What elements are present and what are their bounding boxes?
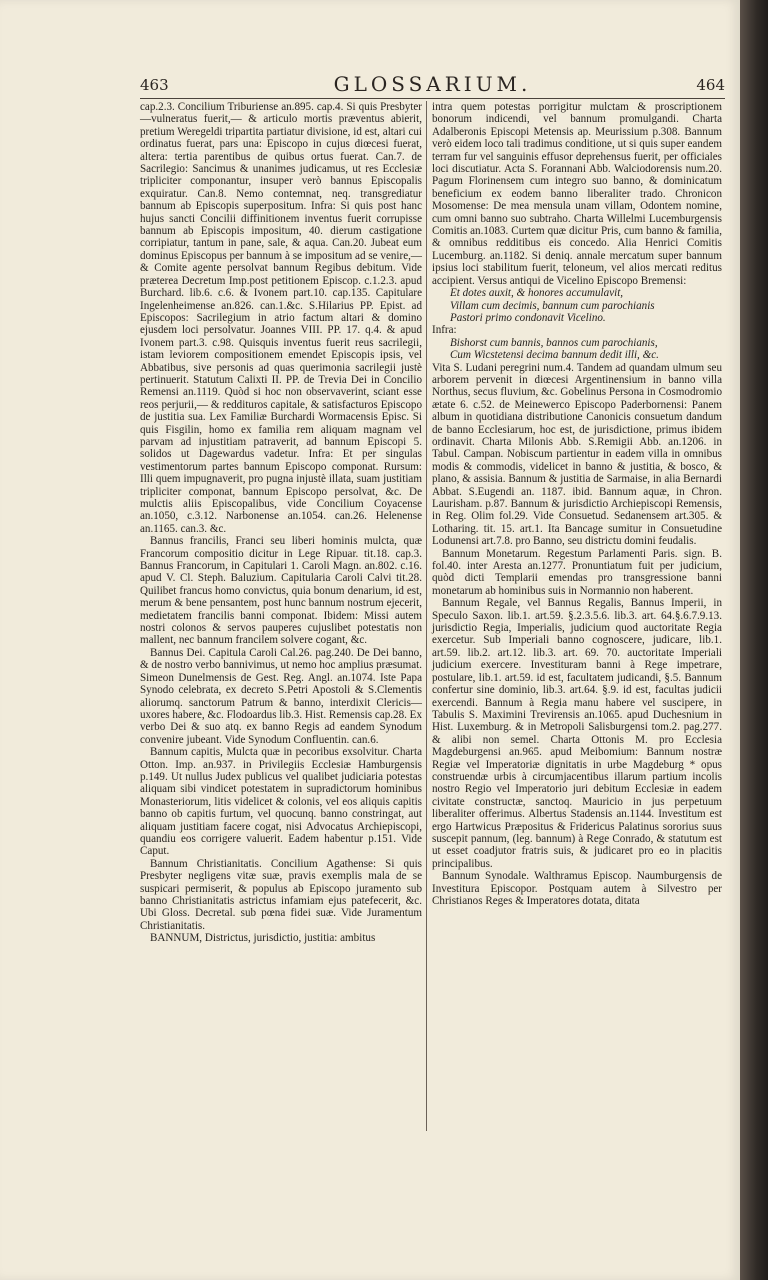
entry-bannum-monetarum: Bannum Monetarum. Regestum Parlamenti Paris. sign. B. fol.40. inter Aresta an.1277. Pronuntiatum fuit per judicium, quòd dicti Templarii emendas pro transgressione banni monetarum ab hominibus suis in Normannio non haberent. [432,547,722,597]
verse-line: Pastori primo condonavit Vicelino. [450,311,606,324]
entry-bannus-dei: Bannus Dei. Capitula Caroli Cal.26. pag.240. De Dei banno, & de nostro verbo bannivimus, ut nemo hoc amplius præsumat. Simeon Dunelmensis de Gest. Reg. Angl. an.1074. Iste Papa Synodo celebrata, ex decreto S.Petri Apostoli & S.Clementis aliorumq. sanctorum Patrum & banno, interdixit Clericis—uxores habere, &c. Flodoardus lib.3. Hist. Remensis cap.28. Ex verbo Dei & suo atq. ex banno Regis ad eandem Synodum convenire jubeant. Vide Synodum Confluentin. can.6. [140,646,422,746]
verse-line: Et dotes auxit, & honores accumulavit, [450,287,624,300]
entry-bannum-regale: Bannum Regale, vel Bannus Regalis, Bannus Imperii, in Speculo Saxon. lib.1. art.59. §.2.3.5.6. lib.3. art. 64.§.6.7.9.13. jurisdictio Regia, Imperialis, judicium quod auctoritate Regia exercetur. Sub Imperiali banno cognoscere, judicare, lib.1. art.59. lib.2. art.12. lib.3. art. 69. 70. auctoritate Imperiali judicium exercere. Investituram banni à Rege impetrare, postulare, lib.1. art.59. id est, facultatem judicandi, §.5. Bannum confertur sine dominio, lib.3. art.64. §.9. id est, facultas judicii exercendi. Bannum à Regia manu habere vel suscipere, in Tabulis S. Maximini Trevirensis an.1065. apud Duchesnium in Hist. Luxemburg. & in Metropoli Salisburgensi tom.2. pag.277. & alibi non semel. Charta Ottonis M. pro Ecclesia Magdeburgensi an.965. apud Meibomium: Bannum nostræ Regiæ vel Imperatoriæ dignitatis in urbe Magdeburg * opus construendæ urbis à circumjacentibus illarum partium incolis nostro Regio vel Imperatorio juri debitum Ecclesiæ in eadem civitate constructæ, sanctoq. Mauricio in jus perpetuum liberaliter offerimus. Albertus Stadensis an.1144. Investitum est ergo Hartwicus Præpositus & Fridericus Palatinus sororius suus suscepit pannum, (leg. bannum) à Rege Conrado, & statutum est ut esset coadjutor fratris suis, & judicaret pro eo in placitis principalibus. [432,597,722,870]
left-column [140,101,422,945]
page-number-left: 463 [140,76,169,94]
column-divider [426,101,427,1131]
paragraph: cap.2.3. Concilium Triburiense an.895. cap.4. Si quis Presbyter—vulneratus fuerit,— & articulo mortis præventus abierit, pretium Weregeldi tripartita partiatur divisione, id est, altari cui ordinatus fuerat, pars una: Episcopo in cujus diœcesi fuerat, altera: tertia parentibus de quibus ortus fuerat. Can.7. de Sacrilegio: Sancimus & unanimes judicamus, ut res Ecclesiæ tripliciter componantur, insuper verò bannus Episcopalis exquiratur. Can.8. Nemo contemnat, neq. transgrediatur bannum ab Episcopis superpositum. Infra: Si quis post hanc hujus sancti Concilii diffinitionem inventus fuerit corrupisse bannum ab Episcopis impositum, 40. dierum castigatione corripiatur, tantum in pane, sale, & aqua. Can.20. Jubeat eum dominus Episcopus per bannum à se impositum ad se venire,—& Comite agente persolvat bannum Regibus debitum. Vide præterea Decretum Imp.post petitionem Episcop. c.1.2.3. apud Burchard. lib.6. c.6. & Ivonem part.10. cap.135. Capitulare Ingelenheimense an.826. can.1.&c. S.Hilarius PP. Epist. ad Episcopos: Sacrilegium in atrio factum altari & domino ejusdem loci persolvatur. Joannes VIII. PP. 17. q.4. & apud Ivonem part.3. c.98. Quisquis inventus fuerit reus sacrilegii, istam leviorem compositionem emendet Episcopis ipsis, vel Abbatibus, sive personis ad quas querimonia sacrilegii justè pertinuerit. Statutum Calixti II. PP. de Trevia Dei in Concilio Remensi an.1119. Quòd si hoc non observaverint, sciant esse reos perjurii,— & reddituros capitale, & satisfacturos Episcopo de justitia sua. Lex Familiæ Burchardi Wormacensis Episc. Si quis Fisgilin, homo ex familia rem aliquam magnam vel parvam ad injustitiam patraverit, ad bannum Episcopi 5. solidos ut Dagewardus vadetur. Infra: Et per singulas vestimentorum partes bannum Episcopo componat. Rursum: Illi quem impugnaverit, pro pugna injustè illata, suam justitiam tripliciter componat, bannum Episcopo persolvat, &c. De mulctis aliis Episcopalibus, vide Concilium Coyacense an.1050, c.3.12. Narbonense an.1054. can.26. Helenense an.1165. can.3. &c. [140,101,422,535]
verse-line: Bishorst cum bannis, bannos cum parochianis, [450,336,658,349]
page-number-right: 464 [696,76,725,94]
entry-bannum-synodale: Bannum Synodale. Walthramus Episcop. Naumburgensis de Investitura Episcopor. Postquam autem à Silvestro per Christianos Reges & Imperatores dotata, ditata [432,870,722,907]
entry-bannum-christianitatis: Bannum Christianitatis. Concilium Agathense: Si quis Presbyter negligens vitæ suæ, pravis exemplis mala de se suspicari permiserit, & populus ab Episcopo juramento sub banno Christianitatis astrictus infamiam ejus patefecerit, &c. Ubi Gloss. Decretal. sub pœna fidei suæ. Vide Juramentum Christianitatis. [140,857,422,932]
paragraph: intra quem potestas porrigitur mulctam & proscriptionem bonorum indicendi, vel bannum promulgandi. Charta Adalberonis Episcopi Metensis ap. Meurissium p.308. Bannum verò eidem loco tali tradimus conditione, ut si quis super eandem terram fur vel sanguinis effusor deprehensus fuerit, per officiales loci discutiatur. Acta S. Forannani Abb. Walciodorensis num.20. Pagum Florinensem cum integro suo banno, & dominicatum beneficium ex eodem banno liberaliter trado. Chronicon Mosomense: De mea mensula unam villam, Odontem nomine, cum omni banno suo subtraho. Charta Willelmi Lucemburgensis Comitis an.1083. Curtem quæ dicitur Pris, cum banno & familia, & omnibus redditibus eis concedo. Alia Henrici Comitis Lucemburg. an.1182. Si deniq. annale mercatum super bannum ipsius loci stabilitum fuerit, teloneum, vel alios mercati reditus accipient. Versus antiqui de Vicelino Episcopo Bremensi: [432,101,722,287]
entry-bannus-francilis: Bannus francilis, Franci seu liberi hominis mulcta, quæ Francorum compositio dicitur in Lege Ripuar. tit.18. cap.3. Bannus Francorum, in Capitulari 1. Caroli Magn. an.802. c.16. apud V. Cl. Steph. Baluzium. Capitularia Caroli Calvi tit.28. Quilibet francus homo convictus, quia bonum denarium, id est, merum & bene pensantem, post hunc bannum nostrum ejecerit, medietatem francilis banni componat. Ibidem: Missi autem nostri colonos & servos pauperes cujuslibet potestatis non mallent, nec bannum francilem solvere cogant, &c. [140,535,422,647]
entry-bannum-capitis: Bannum capitis, Mulcta quæ in pecoribus exsolvitur. Charta Otton. Imp. an.937. in Privilegiis Ecclesiæ Hamburgensis p.149. Ut nullus Judex publicus vel qualibet judiciaria potestas aliquam sibi vindicet potestatem in supradictorum hominibus Monasteriorum, litis videlicet & colonis, vel eos aliquis capitis banno ob capitis furtum, vel quocunq. banno constringat, aut aliquam justitiam facere cogat, nisi Advocatus Archiepiscopi, quandiu eos corrigere valuerit. Eadem habentur p.151. Vide Caput. [140,746,422,858]
verse-line: Villam cum decimis, bannum cum parochianis [450,299,655,312]
right-column [432,101,722,907]
entry-bannum: BANNUM, Districtus, jurisdictio, justitia: ambitus [150,932,376,945]
running-header [140,72,725,96]
paragraph: Vita S. Ludani peregrini num.4. Tandem ad quandam ulmum seu arborem pervenit in diœcesi Argentinensium in banno villa Northus, secus fluvium, &c. Gobelinus Persona in Cosmodromio ætate 6. c.52. de Meinewerco Episcopo Paderbornensi: Panem album in quotidiana distributione Canonicis consuetum dandum de banno Ecclesiarum, hoc est, de jurisdictione, primus ibidem ordinavit. Charta Milonis Abb. S.Remigii Abb. an.1206. in Tabul. Campan. Nobiscum partientur in eadem villa in omnibus modis & commodis, videlicet in banno & justitia, & bosco, & plano, & assisia. Bannum & justitia de Sarmaise, in alia Bernardi Abbat. S.Eugendi an. 1187. ibid. Bannum aquæ, in Chron. Laurisham. p.87. Bannum & jurisdictio Archiepiscopi Remensis, in Reg. Olim fol.29. Vide Consuetud. Sedanensem art.305. & Lotharing. tit. 15. art.1. Ita Bancage sumitur in Consuetudine Lodunensi art.7.8. pro Banno, seu districtu domini feudalis. [432,361,722,548]
infra-label: Infra: [432,324,457,337]
header-rule [140,98,725,99]
running-title: GLOSSARIUM. [333,72,532,96]
book-binding-edge [740,0,768,1280]
verse-line: Cum Wicstetensi decima bannum dedit illi, &c. [450,349,659,362]
